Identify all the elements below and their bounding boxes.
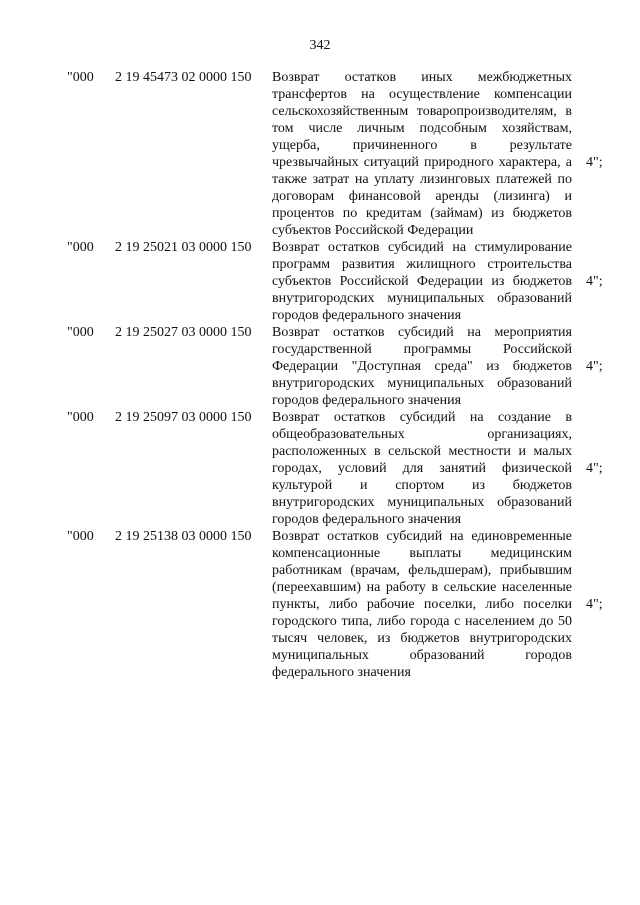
row-description: Возврат остатков субсидий на мероприятия государственной программы Российской Федерации "Доступная среда" из бюджетов внутригородских муниципальных образований городов федерального значения	[272, 325, 572, 408]
row-suffix: 4";	[586, 597, 603, 612]
row-suffix: 4";	[586, 274, 603, 289]
row-prefix: "000	[67, 325, 94, 340]
row-prefix: "000	[67, 70, 94, 85]
row-suffix: 4";	[586, 155, 603, 170]
row-prefix: "000	[67, 529, 94, 544]
row-description: Возврат остатков субсидий на создание в общеобразовательных организациях, расположенных в сельской местности и малых городах, условий для занятий физической культурой и спортом из бюджетов внутригородских муниципальных образований городов федерального значения	[272, 410, 572, 527]
budget-code: 2 19 25138 03 0000 150	[115, 529, 252, 544]
budget-code: 2 19 25027 03 0000 150	[115, 325, 252, 340]
row-description: Возврат остатков иных межбюджетных трансфертов на осуществление компенсации сельскохозяйственным товаропроизводителям, в том числе личным подсобным хозяйствам, ущерба, причиненного в результате чрезвычайных ситуаций природного характера, а также затрат на уплату лизинговых платежей по договорам финансовой аренды (лизинга) и процентов по кредитам (займам) из бюджетов субъектов Российской Федерации	[272, 70, 572, 238]
table-row	[0, 528, 640, 681]
row-description: Возврат остатков субсидий на единовременные компенсационные выплаты медицинским работникам (врачам, фельдшерам), прибывшим (переехавшим) на работу в сельские населенные пункты, либо рабочие поселки, либо поселки городского типа, либо города с населением до 50 тысяч человек, из бюджетов внутригородских муниципальных образований городов федерального значения	[272, 529, 572, 680]
table-row	[0, 324, 640, 409]
table-row	[0, 69, 640, 239]
row-prefix: "000	[67, 240, 94, 255]
table-row	[0, 239, 640, 324]
row-description: Возврат остатков субсидий на стимулирование программ развития жилищного строительства субъектов Российской Федерации из бюджетов внутригородских муниципальных образований городов федерального значения	[272, 240, 572, 323]
budget-code-list	[0, 69, 640, 681]
row-suffix: 4";	[586, 461, 603, 476]
table-row	[0, 409, 640, 528]
budget-code: 2 19 25097 03 0000 150	[115, 410, 252, 425]
row-prefix: "000	[67, 410, 94, 425]
budget-code: 2 19 25021 03 0000 150	[115, 240, 252, 255]
budget-code: 2 19 45473 02 0000 150	[115, 70, 252, 85]
row-suffix: 4";	[586, 359, 603, 374]
page-number: 342	[309, 38, 331, 53]
